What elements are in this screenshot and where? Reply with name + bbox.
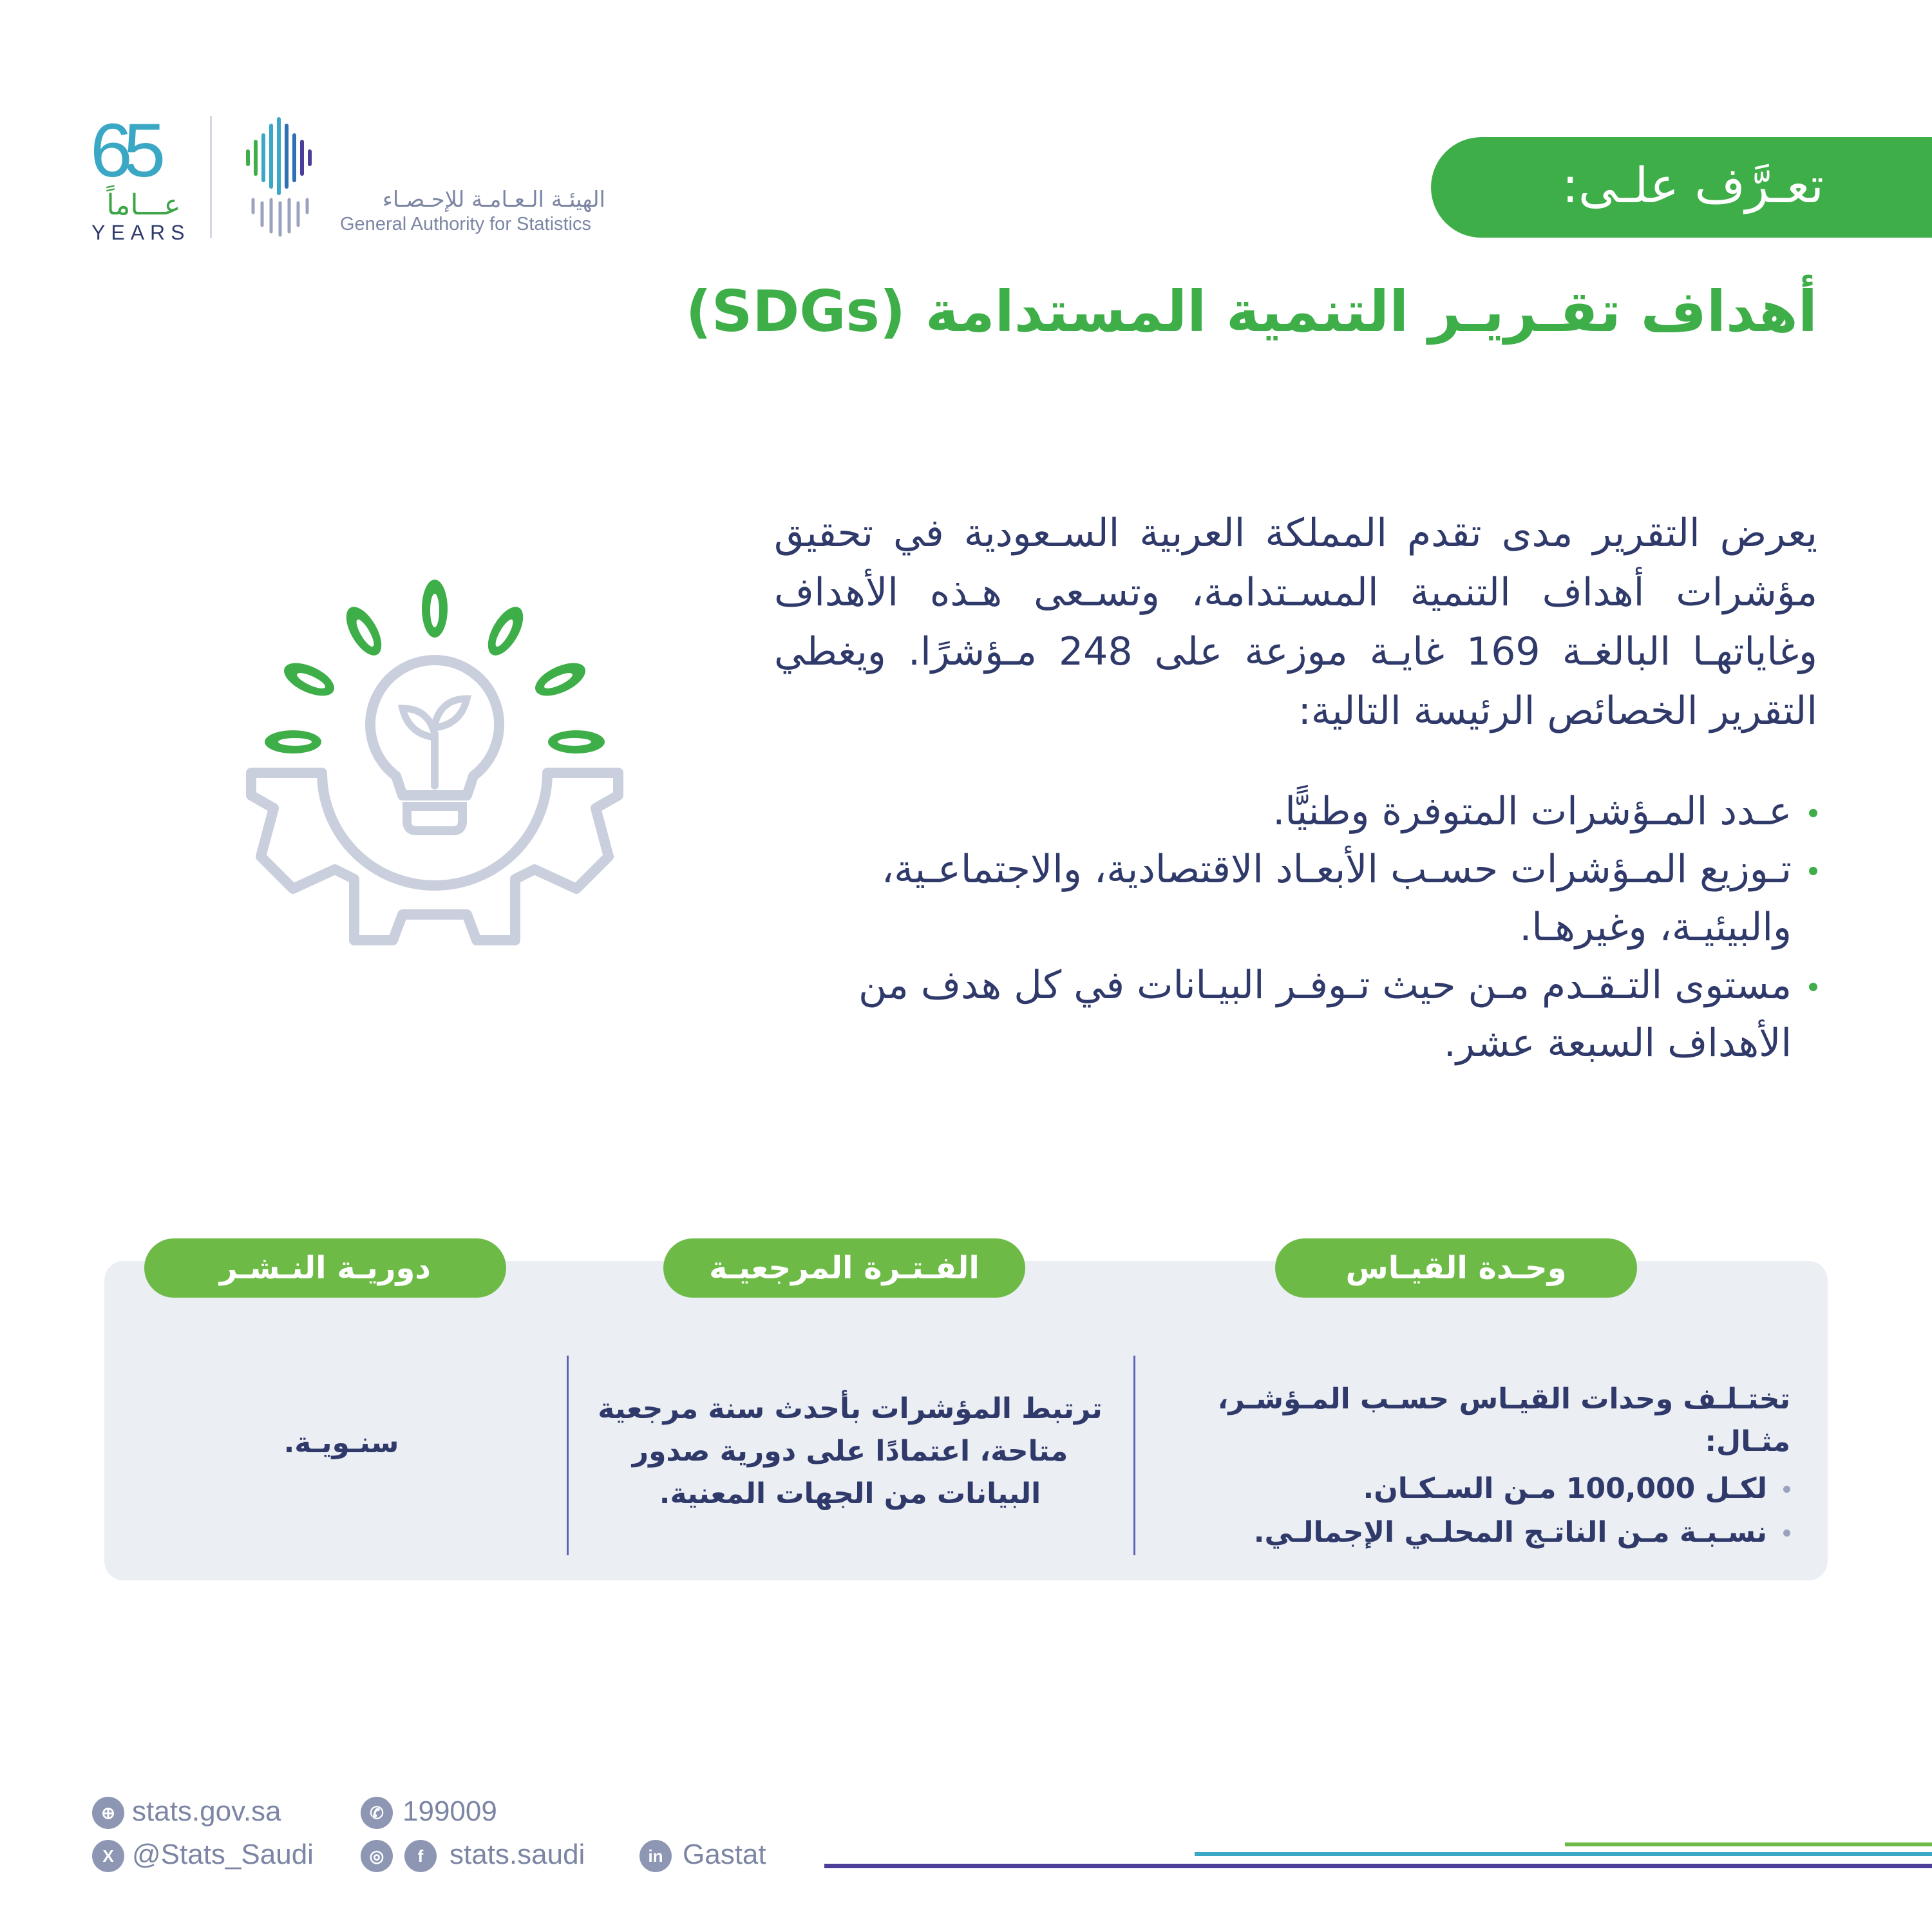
know-about-banner (1431, 137, 1932, 238)
unit-intro: تختـلـف وحدات القيـاس حسـب المـؤشـر، مثـال: (1217, 1383, 1790, 1458)
org-name-english: General Authority for Statistics (340, 214, 592, 234)
unit-tag: وحـدة القيـاس (1275, 1238, 1637, 1298)
page-title: أهداف تقـريـر التنمية المستدامة (SDGs) (685, 278, 1817, 345)
gastat-logo-mark-icon (242, 116, 325, 238)
publication-frequency-tag: دوريـة النـشـر (144, 1238, 506, 1298)
column-divider (1133, 1356, 1135, 1555)
reference-period-text: ترتبط المؤشرات بأحدث سنة مرجعية متاحة، اعتمادًا على دورية صدور البيانات من الجهات المعنية. (598, 1392, 1103, 1510)
website-link[interactable]: stats.gov.sa (132, 1795, 281, 1827)
anniversary-logo (84, 108, 191, 244)
list-item: لكـل 100,000 مـن السـكـان. (1159, 1467, 1790, 1511)
list-item: عـدد المـؤشرات المتوفرة وطنيًّا. (761, 782, 1817, 840)
phone-icon[interactable]: ✆ (361, 1797, 393, 1829)
intro-paragraph: يعرض التقرير مدى تقدم المملكة العربية السـعودية في تحقيق مؤشرات أهداف التنمية المسـتدامة، وتسـعى هـذه الأهداف وغاياتهـا البالغـة 169 غايـة موزعة على 248 مـؤشرًا. ويغطي التقرير الخصائص الرئيسة التالية: (774, 511, 1817, 734)
anniversary-number: 65 (90, 108, 157, 193)
x-handle-link[interactable]: @Stats_Saudi (132, 1839, 314, 1870)
lightbulb-gear-icon (238, 573, 631, 972)
list-item: نسـبـة مـن الناتـج المحلـي الإجمالـي. (1159, 1511, 1790, 1555)
list-item: مستوى التـقـدم مـن حيث تـوفـر البيـانات في كل هدف من الأهداف السبعة عشر. (761, 956, 1817, 1072)
list-item: تـوزيع المـؤشرات حسـب الأبعـاد الاقتصادية، والاجتماعـية، والبيئيـة، وغيرهـا. (761, 840, 1817, 956)
facebook-icon[interactable]: f (404, 1840, 437, 1872)
x-icon[interactable]: X (92, 1840, 124, 1872)
org-name-arabic: الهيئـة الـعـامـة للإحـصـاء (382, 187, 605, 213)
linkedin-icon[interactable]: in (639, 1840, 672, 1872)
anniversary-arabic: عـــاماً (106, 189, 181, 222)
social-handle-link[interactable]: stats.saudi (450, 1839, 585, 1870)
footer-decorative-lines (824, 1839, 1932, 1877)
logo-divider (210, 116, 212, 238)
unit-column (1159, 1378, 1790, 1555)
globe-icon[interactable]: ⊕ (92, 1797, 124, 1829)
features-list (761, 782, 1817, 1072)
publication-frequency-text: سنـويـة. (283, 1426, 399, 1459)
know-about-label: تعـرَّف علـى: (1562, 156, 1824, 214)
linkedin-link[interactable]: Gastat (683, 1839, 766, 1870)
unit-examples-list (1159, 1467, 1790, 1555)
phone-number[interactable]: 199009 (402, 1795, 497, 1827)
reference-period-tag: الفـتـرة المرجعيـة (663, 1238, 1025, 1298)
anniversary-years: YEARS (91, 221, 191, 244)
instagram-icon[interactable]: ◎ (361, 1840, 393, 1872)
